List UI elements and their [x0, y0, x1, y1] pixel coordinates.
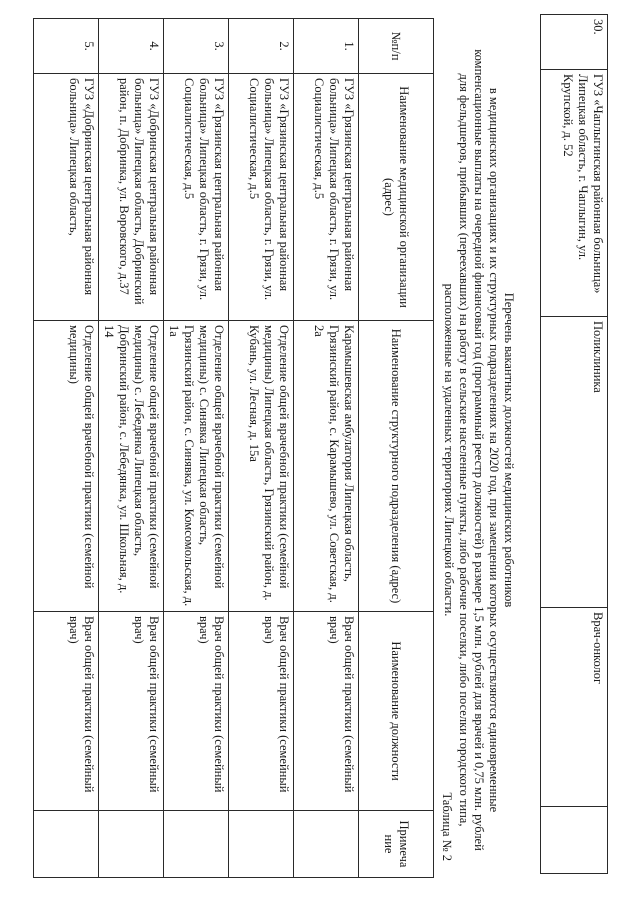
position-cell: Врач общей практики (семейный врач) [34, 612, 99, 811]
table-header-row [359, 19, 434, 878]
row-number: 3. [164, 19, 229, 74]
note-cell [229, 811, 294, 878]
org-cell: ГУЗ «Грязинская центральная районная больница» Липецкая область, г. Грязи, ул. Социалистическая, д.5 [229, 74, 294, 321]
note-cell [34, 811, 99, 878]
table-row [541, 15, 608, 874]
note-cell [294, 811, 359, 878]
unit-cell: Отделение общей врачебной практики (семейной медицины) с. Синявка Липецкая область, Грязинский район, с. Синявка, ул. Комсомольская, д. 1а [164, 321, 229, 612]
position-cell: Врач общей практики (семейный врач) [294, 612, 359, 811]
org-cell: ГУЗ «Грязинская центральная районная больница» Липецкая область, г. Грязи, ул. Социалистическая, д.5 [164, 74, 229, 321]
document-heading [441, 40, 516, 860]
position-cell: Врач общей практики (семейный врач) [229, 612, 294, 811]
header-num: №п/п [359, 19, 434, 74]
header-position: Наименование должности [359, 612, 434, 811]
header-note: Примеча ние [359, 811, 434, 878]
table-row [294, 19, 359, 878]
org-cell: ГУЗ «Грязинская центральная районная больница» Липецкая область, г. Грязи, ул. Социалистическая, д.5 [294, 74, 359, 321]
row-number: 30. [541, 15, 608, 70]
position-cell: Врач общей практики (семейный врач) [99, 612, 164, 811]
vacancies-table [33, 18, 434, 878]
table-row [164, 19, 229, 878]
note-cell [164, 811, 229, 878]
table-row [229, 19, 294, 878]
unit-cell: Поликлиника [541, 317, 608, 608]
row-number: 1. [294, 19, 359, 74]
note-cell [541, 807, 608, 874]
heading-body: в медицинских организациях и их структурных подразделениях на 2020 год, при замещении которых осуществляются единовременные компенсационные выплаты на очередной финансовый год (программный реестр должностей) в размере 1,5 млн. рублей для врачей и 0,75 млн. рублей для фельдшеров, прибывших (переехавших) на работу в сельские населенные пункты, либо рабочие поселки, либо поселки городского типа, расположенные на удаленных территориях Липецкой области. [442, 49, 501, 851]
unit-cell: Карамышевская амбулатория Липецкая область, Грязинский район, с. Карамышево, ул. Советская, д. 2а [294, 321, 359, 612]
table-row [99, 19, 164, 878]
row-number: 5. [34, 19, 99, 74]
heading-title: Перечень вакантных должностей медицинских работников [502, 292, 516, 608]
unit-cell: Отделение общей врачебной практики (семейной медицины) [34, 321, 99, 612]
row-number: 2. [229, 19, 294, 74]
org-cell: ГУЗ «Добринская центральная районная больница» Липецкая область, [34, 74, 99, 321]
unit-cell: Отделение общей врачебной практики (семейной медицины) Липецкая область, Грязинский район, д. Кубань, ул. Лесная, д. 15а [229, 321, 294, 612]
org-cell: ГУЗ «Добринская центральная районная больница» Липецкая область, Добринский район, п. Добринка, ул. Воровского, д.37 [99, 74, 164, 321]
header-org: Наименование медицинской организации (адрес) [359, 74, 434, 321]
position-cell: Врач общей практики (семейный врач) [164, 612, 229, 811]
header-unit: Наименование структурного подразделения (адрес) [359, 321, 434, 612]
position-cell: Врач-онколог [541, 608, 608, 807]
row-number: 4. [99, 19, 164, 74]
table-label: Таблица № 2 [440, 792, 454, 861]
table-row [34, 19, 99, 878]
note-cell [99, 811, 164, 878]
unit-cell: Отделение общей врачебной практики (семейной медицины) с. Лебедянка Липецкая область, Добринский район, с. Лебедянка, ул. Школьная, д. 14 [99, 321, 164, 612]
org-cell: ГУЗ «Чаплыгинская районная больница» Липецкая область, г. Чаплыгин, ул. Крупской, д. 52 [541, 70, 608, 317]
continuation-table [540, 14, 608, 874]
